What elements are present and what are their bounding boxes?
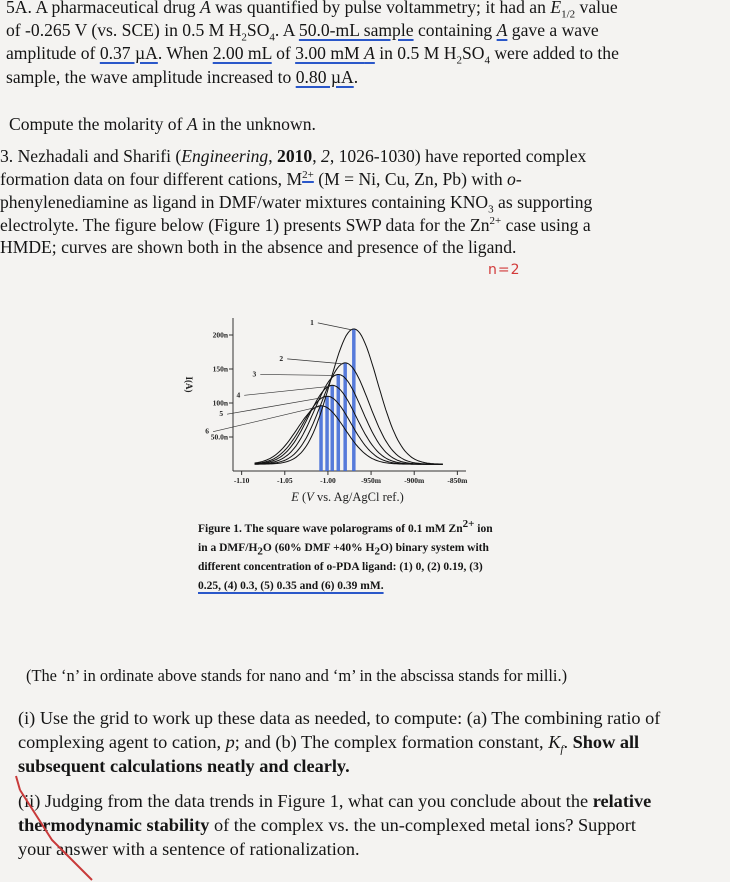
curve-2 <box>252 363 443 464</box>
text: of <box>271 43 296 63</box>
superscript: 2+ <box>489 215 502 228</box>
figure-caption <box>198 520 543 596</box>
text: gave a wave <box>507 20 599 40</box>
x-tick-label: -1.10 <box>233 476 250 485</box>
curve-label-1: 1 <box>310 317 314 327</box>
leader-2 <box>287 359 343 364</box>
text: HMDE; curves are shown both in the absence and presence of the ligand. <box>0 237 517 257</box>
curve-label-4: 4 <box>236 390 241 400</box>
text: 5A. A pharmaceutical drug <box>6 0 200 17</box>
p-symbol: p <box>225 732 235 752</box>
text: Figure 1. The square wave polarograms of 0.1 mM Zn <box>198 523 463 535</box>
part-i-line-1: (i) Use the grid to work up these data as needed, to compute: (a) The combining ratio of <box>18 708 661 728</box>
text: SO <box>461 43 485 63</box>
text: of -0.265 V (vs. SCE) in 0.5 M H <box>6 20 242 40</box>
drug-symbol: A <box>496 20 508 40</box>
k-symbol: K <box>548 732 561 752</box>
x-tick-label: -950m <box>361 476 382 485</box>
text: in a DMF/H <box>198 542 258 554</box>
red-pen-mark <box>12 770 102 882</box>
text: (ii) Judging from the data trends in Figure 1, what can you conclude about the <box>18 791 593 811</box>
text: ion <box>474 523 493 535</box>
x-axis-label <box>290 490 404 504</box>
text: . <box>353 67 359 87</box>
subscript: 2 <box>241 31 247 44</box>
text: , <box>312 146 322 166</box>
part-ii-line-1 <box>18 790 651 812</box>
text: in 0.5 M H <box>374 43 457 63</box>
added-volume: 2.00 mL <box>212 43 272 63</box>
x-axis-label-part: vs. Ag/AgCl ref.) <box>313 490 404 504</box>
volume: 2 <box>321 146 330 166</box>
y-tick-label: 150n <box>212 364 228 374</box>
text: containing <box>413 20 497 40</box>
text: case using a <box>501 215 591 235</box>
x-axis-label-part: ( <box>298 490 307 504</box>
text: SO <box>246 20 270 40</box>
drug-symbol: A <box>186 114 198 134</box>
text: complexing agent to cation, <box>18 732 226 752</box>
text: , 1026-1030) have reported complex <box>329 146 587 166</box>
journal-name: Engineering <box>181 146 269 166</box>
text: were added to the <box>489 43 619 63</box>
year: 2010 <box>277 146 313 166</box>
chart-plot-area <box>184 318 468 504</box>
curve-label-2: 2 <box>279 353 284 363</box>
caption-row-4: 0.25, (4) 0.3, (5) 0.35 and (6) 0.39 mM. <box>198 580 384 592</box>
leader-3 <box>260 374 336 375</box>
text: of the complex vs. the un-complexed metal ions? Support <box>209 815 636 835</box>
part-ii-line-2 <box>18 814 636 836</box>
x-tick-label: -850m <box>447 476 468 485</box>
curve-label-3: 3 <box>252 369 257 379</box>
x-tick-label: -1.00 <box>320 476 336 485</box>
text: as supporting <box>493 192 593 212</box>
superscript: 2+ <box>302 169 314 182</box>
text: amplitude of <box>6 43 100 63</box>
increased-amplitude: 0.80 µA <box>295 67 354 87</box>
subscript: 2 <box>374 545 380 558</box>
handwritten-note: n=2 <box>488 262 521 278</box>
subscript: f <box>560 743 564 756</box>
part-i-line-2 <box>18 731 640 756</box>
subscript: 4 <box>269 31 275 44</box>
y-tick-label: 200n <box>212 330 228 340</box>
text: ; and (b) The complex formation constant, <box>234 732 549 752</box>
subscript: 4 <box>484 54 490 67</box>
subscript: 2 <box>257 545 263 558</box>
text: . A <box>274 20 299 40</box>
curve-1 <box>252 329 443 464</box>
x-tick-label: -900m <box>404 476 425 485</box>
wave-amplitude: 0.37 µA <box>99 43 158 63</box>
leader-1 <box>318 323 352 330</box>
sample-volume: 50.0-mL sample <box>298 20 414 40</box>
text: . When <box>157 43 213 63</box>
x-axis-label-part: E <box>291 490 299 504</box>
curve-label-5: 5 <box>219 409 224 419</box>
bold-text: Show all <box>572 732 640 752</box>
bold-text: relative <box>592 791 652 811</box>
curve-label-6: 6 <box>205 426 210 436</box>
caption-row-2 <box>198 539 543 558</box>
y-axis-label: I(A) <box>184 376 194 393</box>
units-note <box>26 665 567 687</box>
text: 3. Nezhadali and Sharifi ( <box>0 146 182 166</box>
text: O) binary system with <box>379 542 489 554</box>
part-i-line-3: subsequent calculations neatly and clearly. <box>18 756 350 776</box>
text: was quantified by pulse voltammetry; it had an <box>210 0 551 17</box>
text: , <box>268 146 278 166</box>
text: (M = Ni, Cu, Zn, Pb) with <box>313 169 508 189</box>
drug-symbol: A <box>199 0 211 17</box>
e-half-symbol: E <box>550 0 562 17</box>
ortho-prefix: o <box>507 169 516 189</box>
text: phenylenediamine as ligand in DMF/water mixtures containing KNO <box>0 192 489 212</box>
subscript: 1/2 <box>561 8 576 21</box>
text: formation data on four different cations, M <box>0 169 303 189</box>
caption-row-1 <box>198 520 543 539</box>
text: - <box>515 169 522 189</box>
text: . <box>563 732 573 752</box>
text: value <box>575 0 618 17</box>
drug-symbol: A <box>364 43 375 63</box>
bold-text: thermodynamic stability <box>18 815 210 835</box>
subscript: 2 <box>456 54 462 67</box>
text: Compute the molarity of <box>9 114 187 134</box>
x-tick-label: -1.05 <box>276 476 293 485</box>
superscript: 2+ <box>462 518 475 531</box>
text: (The ‘n’ in ordinate above stands for nano and ‘m’ in the abscissa stands for milli.) <box>26 666 568 685</box>
text: electrolyte. The figure below (Figure 1) presents SWP data for the Zn <box>0 215 490 235</box>
text: in the unknown. <box>197 114 316 134</box>
added-concentration: 3.00 mM <box>295 43 365 63</box>
text: O (60% DMF +40% H <box>262 542 375 554</box>
part-ii-line-3: your answer with a sentence of rationalization. <box>18 839 360 859</box>
text: sample, the wave amplitude increased to <box>6 67 296 87</box>
y-tick-label: 50.0n <box>210 432 228 442</box>
y-tick-label: 100n <box>212 398 228 408</box>
caption-row-3: different concentration of o-PDA ligand: (1) 0, (2) 0.19, (3) <box>198 561 483 573</box>
subscript: 3 <box>488 203 494 216</box>
leader-4 <box>244 386 330 395</box>
curve-5 <box>255 396 443 464</box>
x-axis-label-part: V <box>306 490 314 504</box>
